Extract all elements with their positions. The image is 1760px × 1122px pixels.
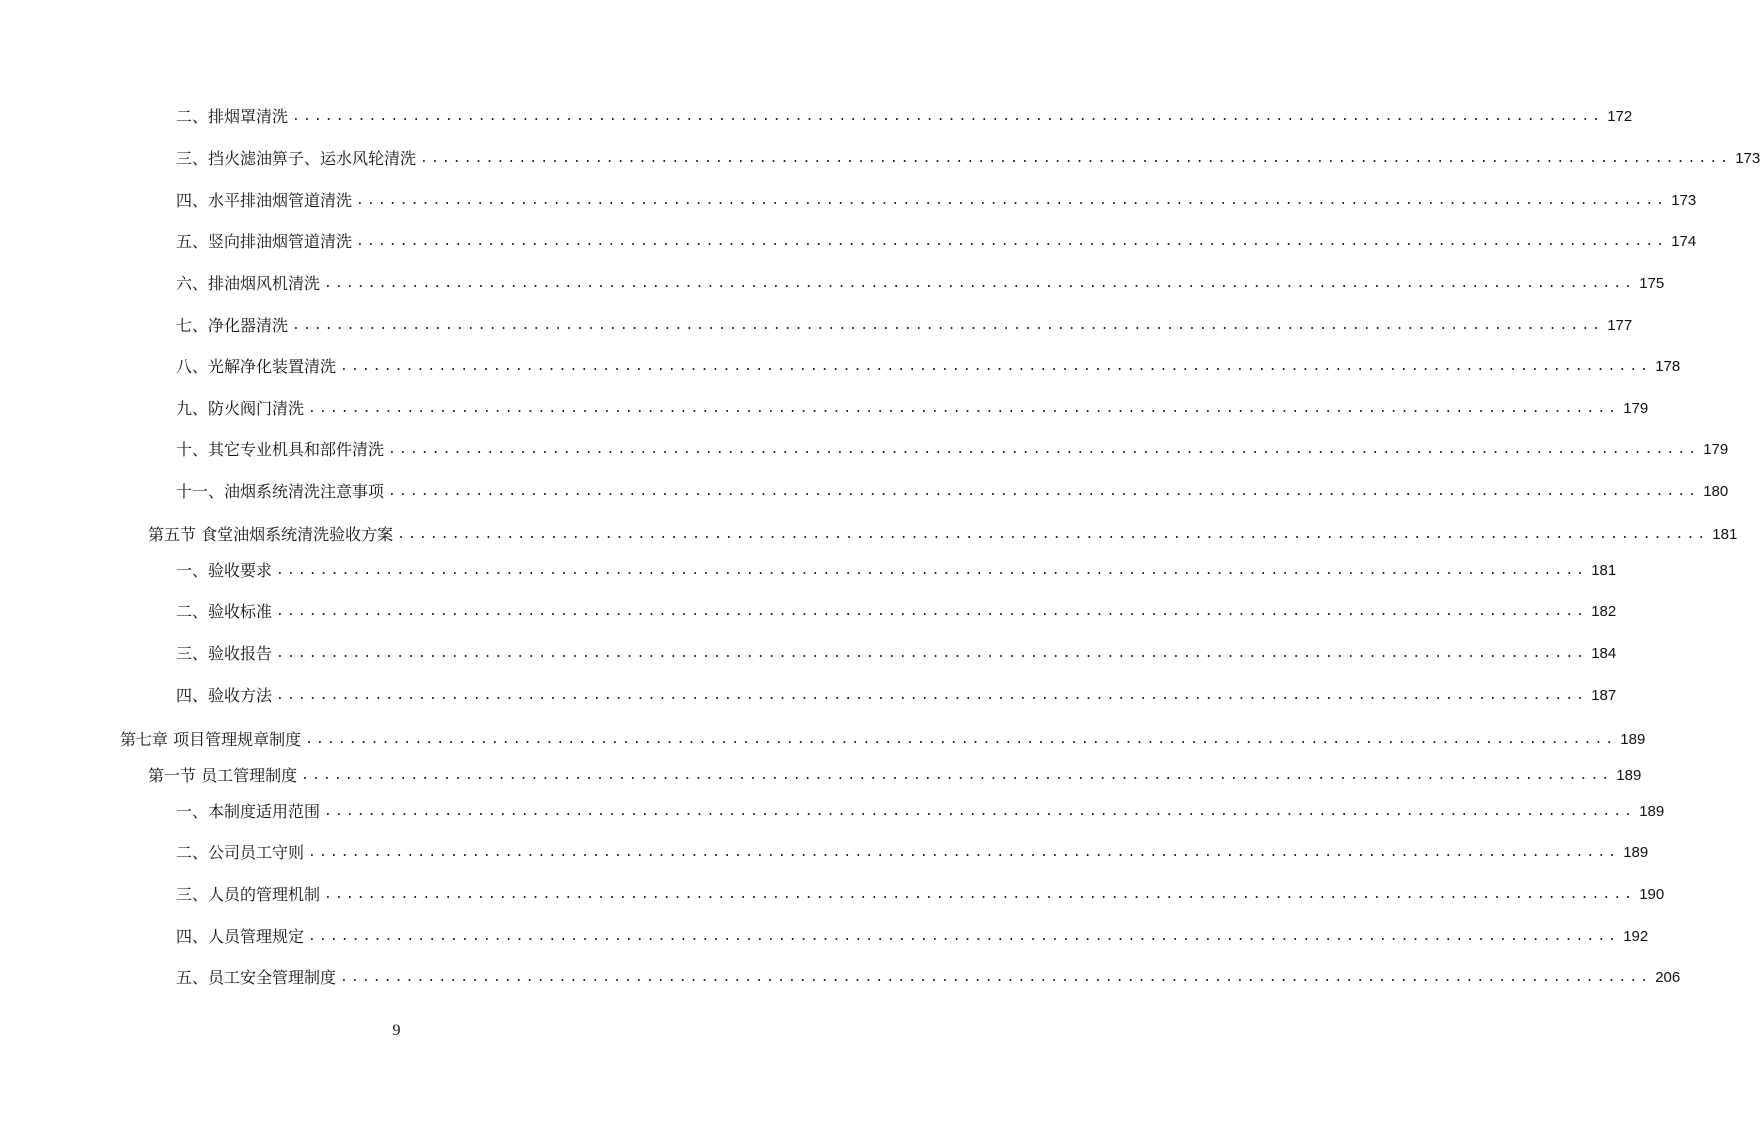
toc-entry-label: 六、排油烟风机清洗 <box>176 274 321 293</box>
toc-entry[interactable] <box>176 480 1729 504</box>
toc-entry-page: 179 <box>1703 441 1729 458</box>
toc-entry-page: 175 <box>1639 275 1665 292</box>
toc-leader-dots: ........................................................................................................................ <box>356 193 1668 208</box>
toc-entry-label: 四、水平排油烟管道清洗 <box>176 191 353 210</box>
toc-entry-page: 181 <box>1712 526 1738 543</box>
toc-entry-label: 五、竖向排油烟管道清洗 <box>176 232 353 251</box>
toc-leader-dots: ........................................................................................................................ <box>397 527 1709 542</box>
toc-entry[interactable] <box>176 105 1633 129</box>
toc-leader-dots: ........................................................................................................................ <box>324 887 1636 902</box>
toc-entry-label: 第七章 项目管理规章制度 <box>120 730 302 749</box>
toc-entry-label: 第五节 食堂油烟系统清洗验收方案 <box>148 525 394 544</box>
toc-entry[interactable] <box>176 438 1729 462</box>
toc-leader-dots: ........................................................................................................................ <box>388 442 1700 457</box>
toc-entry-label: 二、排烟罩清洗 <box>176 107 289 126</box>
toc-entry-label: 一、验收要求 <box>176 561 273 580</box>
toc-entry[interactable] <box>176 600 1617 624</box>
toc-entry-label: 四、人员管理规定 <box>176 927 305 946</box>
toc-entry-label: 十、其它专业机具和部件清洗 <box>176 440 385 459</box>
toc-leader-dots: ........................................................................................................................ <box>276 688 1588 703</box>
toc-entry-page: 184 <box>1591 645 1617 662</box>
toc-entry[interactable] <box>176 314 1633 338</box>
toc-entry-label: 四、验收方法 <box>176 686 273 705</box>
toc-entry-page: 179 <box>1623 400 1649 417</box>
toc-leader-dots: ........................................................................................................................ <box>276 646 1588 661</box>
toc-entry[interactable] <box>176 147 1760 171</box>
toc-entry[interactable] <box>176 841 1649 865</box>
toc-entry[interactable] <box>176 925 1649 949</box>
toc-entry-label: 第一节 员工管理制度 <box>148 766 298 785</box>
toc-entry-page: 189 <box>1639 803 1665 820</box>
toc-entry-page: 174 <box>1671 233 1697 250</box>
toc-entry-page: 178 <box>1655 358 1681 375</box>
toc-leader-dots: ........................................................................................................................ <box>301 768 1613 783</box>
toc-entry-section[interactable] <box>148 523 1738 547</box>
toc-entry-label: 一、本制度适用范围 <box>176 802 321 821</box>
toc-entry-page: 189 <box>1623 844 1649 861</box>
toc-entry-page: 192 <box>1623 928 1649 945</box>
toc-entry[interactable] <box>176 642 1617 666</box>
toc-leader-dots: ........................................................................................................................ <box>388 484 1700 499</box>
toc-entry-section[interactable] <box>148 764 1642 788</box>
toc-leader-dots: ........................................................................................................................ <box>276 604 1588 619</box>
toc-leader-dots: ........................................................................................................................ <box>340 970 1652 985</box>
toc-leader-dots: ........................................................................................................................ <box>276 563 1588 578</box>
toc-entry-page: 180 <box>1703 483 1729 500</box>
toc-entry-label: 七、净化器清洗 <box>176 316 289 335</box>
toc-leader-dots: ........................................................................................................................ <box>308 845 1620 860</box>
toc-leader-dots: ........................................................................................................................ <box>305 732 1617 747</box>
toc-entry-page: 187 <box>1591 687 1617 704</box>
toc-entry-page: 181 <box>1591 562 1617 579</box>
page-number: 9 <box>392 1022 401 1039</box>
toc-leader-dots: ........................................................................................................................ <box>324 276 1636 291</box>
toc-entry-page: 173 <box>1735 150 1760 167</box>
toc-leader-dots: ........................................................................................................................ <box>420 151 1732 166</box>
toc-entry[interactable] <box>176 966 1681 990</box>
toc-leader-dots: ........................................................................................................................ <box>340 359 1652 374</box>
toc-entry-label: 三、挡火滤油箅子、运水风轮清洗 <box>176 149 417 168</box>
toc-leader-dots: ........................................................................................................................ <box>292 109 1604 124</box>
toc-leader-dots: ........................................................................................................................ <box>356 234 1668 249</box>
toc-entry[interactable] <box>176 800 1665 824</box>
toc-entry[interactable] <box>176 397 1649 421</box>
toc-entry-label: 二、验收标准 <box>176 602 273 621</box>
toc-entry-label: 二、公司员工守则 <box>176 843 305 862</box>
toc-leader-dots: ........................................................................................................................ <box>324 804 1636 819</box>
toc-entry[interactable] <box>176 559 1617 583</box>
toc-entry-label: 五、员工安全管理制度 <box>176 968 337 987</box>
toc-entry-chapter[interactable] <box>120 728 1646 752</box>
toc-entry[interactable] <box>176 272 1665 296</box>
toc-entry-page: 173 <box>1671 192 1697 209</box>
toc-leader-dots: ........................................................................................................................ <box>292 318 1604 333</box>
toc-entry-label: 三、人员的管理机制 <box>176 885 321 904</box>
toc-entry-page: 189 <box>1620 731 1646 748</box>
toc-entry-page: 190 <box>1639 886 1665 903</box>
toc-entry-label: 三、验收报告 <box>176 644 273 663</box>
toc-entry[interactable] <box>176 355 1681 379</box>
toc-entry-page: 189 <box>1616 767 1642 784</box>
toc-entry-page: 172 <box>1607 108 1633 125</box>
toc-entry-page: 182 <box>1591 603 1617 620</box>
toc-leader-dots: ........................................................................................................................ <box>308 401 1620 416</box>
toc-entry-label: 九、防火阀门清洗 <box>176 399 305 418</box>
toc-entry[interactable] <box>176 883 1665 907</box>
toc-entry-label: 十一、油烟系统清洗注意事项 <box>176 482 385 501</box>
toc-entry[interactable] <box>176 684 1617 708</box>
toc-entry[interactable] <box>176 189 1697 213</box>
toc-leader-dots: ........................................................................................................................ <box>308 929 1620 944</box>
toc-entry-label: 八、光解净化装置清洗 <box>176 357 337 376</box>
toc-entry-page: 177 <box>1607 317 1633 334</box>
toc-entry[interactable] <box>176 230 1697 254</box>
toc-entry-page: 206 <box>1655 969 1681 986</box>
